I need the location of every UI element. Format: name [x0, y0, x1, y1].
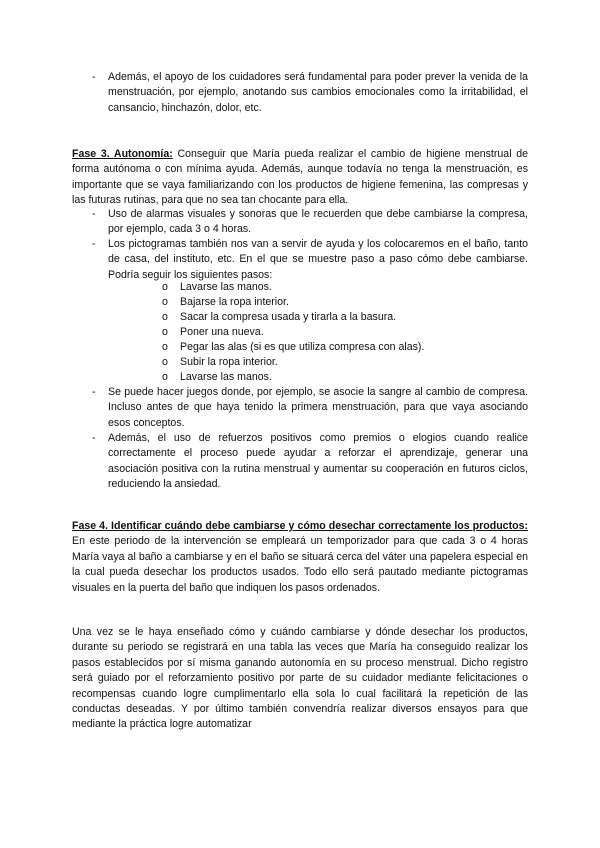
step-text: Pegar las alas (si es que utiliza compresa con alas).	[180, 341, 425, 353]
bullet-dash: -	[92, 71, 96, 83]
step-text: Lavarse las manos.	[180, 371, 272, 383]
step-marker: o	[162, 371, 168, 383]
step-text: Poner una nueva.	[180, 326, 264, 338]
step-text: Sacar la compresa usada y tirarla a la basura.	[180, 311, 397, 323]
bullet-dash: -	[92, 432, 96, 444]
closing-paragraph: Una vez se le haya enseñado cómo y cuándo cambiarse y dónde desechar los productos, durante su periodo se registrará en una tabla las veces que María ha conseguido realizar los pasos establecidos por sí misma ganando autonomía en su proceso menstrual. Dicho registro será guiado por el reforzamiento positivo por parte de su cuidador mediante felicitaciones o recompensas cuando logre cumplimentarlo ella sola lo cual facilitará la repetición de las conductas deseadas. Y por último también convendría realizar diversos ensayos para que mediante la práctica logre automatizar	[72, 626, 528, 731]
intro-bullet-text: Además, el apoyo de los cuidadores será fundamental para poder prever la venida de la menstruación, por ejemplo, anotando sus cambios emocionales como la irritabilidad, el cansancio, hinchazón, dolor, etc.	[108, 71, 528, 114]
step-marker: o	[162, 311, 168, 323]
bullet-dash: -	[92, 238, 96, 250]
bullet-dash: -	[92, 386, 96, 398]
step-text: Lavarse las manos.	[180, 281, 272, 293]
fase3-bullet-text: Además, el uso de refuerzos positivos como premios o elogios cuando realice correctamente el proceso puede ayudar a reforzar el aprendizaje, generar una asociación positiva con la rutina menstrual y aumentar su cooperación en futuros ciclos, reduciendo la ansiedad.	[108, 432, 528, 491]
fase3-paragraph	[72, 147, 528, 209]
fase3-heading: Fase 3. Autonomía:	[72, 148, 173, 160]
fase3-text: Conseguir que María pueda realizar el cambio de higiene menstrual de forma autónoma o con mínima ayuda. Además, aunque todavía no tenga la menstruación, es importante que se vaya familiarizando con los productos de higiene femenina, las compresas y las futuras rutinas, para que no sea tan chocante para ella.	[72, 148, 528, 207]
fase3-bullet-text: Los pictogramas también nos van a servir de ayuda y los colocaremos en el baño, tanto de casa, del instituto, etc. En el que se muestre paso a paso cómo debe cambiarse. Podría seguir los siguientes pasos:	[108, 238, 528, 281]
bullet-dash: -	[92, 208, 96, 220]
step-marker: o	[162, 326, 168, 338]
step-marker: o	[162, 341, 168, 353]
fase3-bullet-text: Se puede hacer juegos donde, por ejemplo, se asocie la sangre al cambio de compresa. Incluso antes de que haya tenido la primera menstruación, para que vaya asociando esos conceptos.	[108, 386, 528, 429]
step-marker: o	[162, 356, 168, 368]
fase4-paragraph	[72, 519, 528, 596]
step-marker: o	[162, 281, 168, 293]
step-text: Subir la ropa interior.	[180, 356, 278, 368]
step-text: Bajarse la ropa interior.	[180, 296, 289, 308]
fase4-text: En este periodo de la intervención se empleará un temporizador para que cada 3 o 4 horas María vaya al baño a cambiarse y en el baño se situará cerca del váter una papelera especial en la cual pueda desechar los productos usados. Todo ello será pautado mediante pictogramas visuales en la puerta del baño que indiquen los pasos ordenados.	[72, 535, 528, 594]
step-marker: o	[162, 296, 168, 308]
fase4-heading: Fase 4. Identificar cuándo debe cambiarse y cómo desechar correctamente los productos:	[72, 520, 528, 532]
fase3-bullet-text: Uso de alarmas visuales y sonoras que le recuerden que debe cambiarse la compresa, por ejemplo, cada 3 o 4 horas.	[108, 208, 528, 236]
